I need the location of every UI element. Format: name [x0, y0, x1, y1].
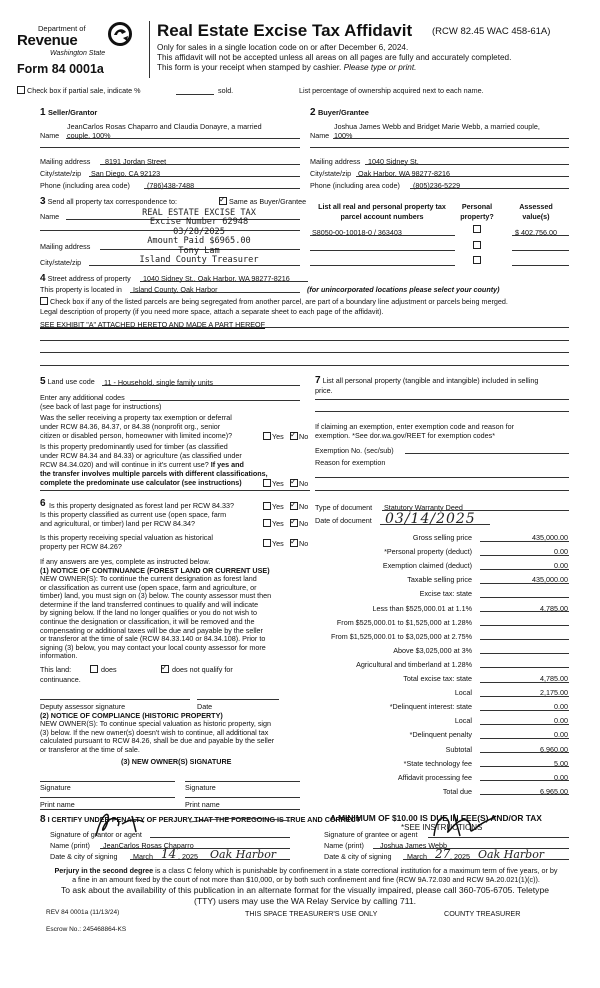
same-as-buyer-check-icon: ✓ [219, 195, 226, 204]
tax-row-line [480, 555, 569, 556]
s5-q1-no-check-icon: ✓ [290, 430, 297, 439]
n1-line-9: information. [40, 651, 78, 661]
section-5-label: Land use code [47, 377, 95, 386]
section-1-num: 1 [40, 107, 46, 118]
exemption-note-2: exemption. *See dor.wa.gov/REET for exemption codes* [315, 431, 496, 440]
see-instructions: *SEE INSTRUCTIONS [401, 823, 483, 832]
tax-row-label: *Delinquent penalty [409, 730, 472, 740]
tax-row-line [480, 611, 569, 612]
access-line-2: (TTY) users may use the WA Relay Service by calling 711. [193, 896, 417, 906]
tax-row-value: 435,000.00 [532, 575, 568, 585]
owner-print-1-label: Print name [40, 800, 75, 809]
n1-line-0: NEW OWNER(S): To continue the current designation as forest land [40, 574, 257, 583]
section-5-heading [40, 376, 95, 387]
s5-q2-line-2: under RCW 84.34 and 84.33) or agriculture (as classified under [40, 451, 242, 460]
grantee-month: March [407, 852, 427, 861]
doc-type-label: Type of document [315, 503, 373, 512]
subtitle-1: Only for sales in a single location code on or after December 6, 2024. [157, 43, 409, 52]
section-1-heading [40, 107, 97, 118]
s3-name-label: Name [40, 212, 60, 221]
grantor-name-value: JeanCarlos Rosas Chaparro [103, 841, 194, 850]
segregated-label: Check box if any of the listed parcels are being segregated from another parcel, are part of a boundary line adjustment or parcels being merged. [50, 297, 508, 306]
grantee-name-label: Name (print) [324, 841, 364, 850]
buyer-mail-value: 1040 Sidney St. [368, 157, 419, 166]
tax-row-line [480, 710, 569, 711]
section-6-num: 6 [40, 498, 46, 509]
seller-city-value: San Diego, CA 92123 [91, 169, 161, 178]
subtitle-3 [157, 63, 416, 72]
uninc-note: (for unincorporated locations please select your county) [307, 285, 500, 294]
section-3-heading [40, 196, 177, 207]
grantor-day: 14 [161, 847, 177, 861]
tax-row-value: 435,000.00 [532, 533, 568, 542]
assessed-col-header-1: Assessed [519, 202, 553, 211]
s5-question-1 [40, 413, 232, 440]
property-address: 1040 Sidney St., Oak Harbor, WA 98277-8216 [143, 274, 290, 283]
tax-row-line [480, 583, 569, 584]
section-7-num: 7 [315, 375, 321, 386]
s6-q1: Is this property designated as forest land per RCW 84.33? [49, 501, 234, 510]
tax-row-label: From $1,525,000.01 to $3,025,000 at 2.75% [330, 631, 472, 641]
tax-row-value: 4,785.00 [540, 603, 568, 613]
tax-row-value: 0.00 [554, 772, 568, 782]
personal-col-header [455, 202, 499, 222]
s5-q2-yes-label: Yes [272, 479, 284, 488]
s6-q1-no-label: No [299, 502, 309, 511]
personal-property-checkbox-3[interactable] [473, 256, 481, 264]
ownership-note: List percentage of ownership acquired next to each name. [299, 86, 484, 95]
minimum-note: A MINIMUM OF $10.00 IS DUE IN FEE(S) AND/OR TAX [330, 813, 542, 823]
personal-col-header-1: Personal [461, 202, 493, 211]
seller-phone-value: (786)438-7488 [147, 181, 195, 190]
tax-row-value: 0.00 [554, 702, 568, 712]
seller-name-label: Name [40, 131, 60, 140]
buyer-name-value-2: 100% [334, 131, 353, 140]
assessed-col-header [503, 202, 569, 222]
section-2-heading [310, 107, 369, 118]
tax-row-label: Affidavit processing fee [397, 772, 472, 782]
rcw-ref: (RCW 82.45 WAC 458-61A) [432, 26, 551, 37]
grantor-name-label: Name (print) [50, 841, 90, 850]
section-7-label-2: price. [315, 386, 333, 395]
notice-2-body [40, 720, 274, 754]
tax-row-value: 2,175.00 [540, 688, 568, 698]
same-as-buyer-label: Same as Buyer/Grantee [229, 197, 307, 206]
notice-2-heading: (2) NOTICE OF COMPLIANCE (HISTORIC PROPERTY) [40, 711, 223, 720]
seller-city-label: City/state/zip [40, 169, 82, 178]
additional-codes-2: (see back of last page for instructions) [40, 402, 162, 411]
n1-line-8: signing (3) below, you may contact your local county assessor for more [40, 642, 266, 652]
s5-q1-line-2: under RCW 84.36, 84.37, or 84.38 (nonprofit org., senior [40, 422, 221, 431]
additional-codes-1: Enter any additional codes [40, 393, 125, 402]
n1-line-3: determine if the land transferred continues to qualify and will indicate [40, 599, 259, 609]
tax-row-label: Gross selling price [412, 533, 472, 542]
assessed-value: $ 402,756.00 [515, 228, 557, 237]
land-does-checkbox[interactable] [90, 665, 98, 673]
grantee-year: , 2025 [450, 852, 470, 861]
stamp-line-2: Excise Number 62948 [149, 217, 249, 228]
s5-q1-line-1: Was the seller receiving a property tax exemption or deferral [40, 413, 232, 422]
notice-3-heading: (3) NEW OWNER(S) SIGNATURE [121, 757, 232, 766]
located-value: Island County, Oak Harbor [133, 285, 218, 294]
tax-row-label: From $525,000.01 to $1,525,000 at 1.28% [336, 617, 472, 627]
owner-sig-1-label: Signature [40, 783, 71, 792]
tax-row-line [480, 541, 569, 542]
perjury-rest-1: is a class C felony which is punishable by confinement in a state correctional institution for a maximum term of five years, or by [153, 866, 558, 875]
county-treasurer-label: COUNTY TREASURER [444, 909, 521, 918]
s3-mail-label: Mailing address [40, 242, 91, 251]
tax-row-value: 0.00 [554, 561, 568, 571]
tax-row-line [480, 738, 569, 739]
n2-line-1: (3) below. If the new owner(s) doesn't wish to continue, all additional tax [40, 727, 269, 737]
s6-q3-line-2: property per RCW 84.26? [40, 542, 122, 551]
grantee-sig-label: Signature of grantee or agent [324, 830, 418, 839]
seller-name-value-1: JeanCarlos Rosas Chaparro and Claudia Donayre, a married [67, 122, 262, 131]
s5-q1-no-label: No [299, 432, 309, 441]
buyer-city-value: Oak Harbor, WA 98277-8216 [358, 169, 451, 178]
segregated-checkbox[interactable] [40, 297, 48, 305]
s6-q2-no-label: No [299, 519, 309, 528]
tax-row-line [480, 696, 569, 697]
personal-property-checkbox-2[interactable] [473, 241, 481, 249]
certify-text: I CERTIFY UNDER PENALTY OF PERJURY THAT THE FOREGOING IS TRUE AND CORRECT [47, 815, 361, 824]
parcel-col-header-1: List all real and personal property tax [318, 202, 446, 211]
s5-q2-yes-checkbox[interactable] [263, 479, 271, 487]
treasurer-use-label: THIS SPACE TREASURER'S USE ONLY [245, 909, 378, 918]
parcel-col-header [312, 202, 452, 222]
owner-print-2-label: Print name [185, 800, 220, 809]
revision-label: REV 84 0001a (11/13/24) [46, 909, 120, 916]
stamp-line-6: Island County Treasurer [139, 255, 259, 266]
section-2-label: Buyer/Grantee [317, 108, 369, 117]
doc-date-label: Date of document [315, 516, 372, 525]
tax-row-label: Less than $525,000.01 at 1.1% [372, 603, 472, 613]
perjury-statement [30, 866, 582, 884]
section-1-label: Seller/Grantor [47, 108, 98, 117]
s5-q1-yes-label: Yes [272, 432, 284, 441]
notice-1-heading: (1) NOTICE OF CONTINUANCE (FOREST LAND OR CURRENT USE) [40, 566, 270, 575]
grantor-month: March [133, 852, 153, 861]
tax-row-label: Total excise tax: state [403, 674, 472, 683]
grantor-signature [92, 808, 162, 840]
grantee-date-label: Date & city of signing [324, 852, 392, 861]
personal-col-header-2: property? [460, 212, 494, 221]
s6-q2-yes-label: Yes [272, 519, 284, 528]
s5-q2-bold-3: complete the predominate use calculator (see instructions) [40, 478, 242, 487]
tax-row-line [480, 752, 569, 753]
seller-phone-label: Phone (including area code) [40, 181, 130, 190]
grantee-name-value: Joshua James Webb [380, 841, 447, 850]
subtitle-2: This affidavit will not be accepted unless all areas on all pages are fully and accurately completed. [157, 53, 512, 62]
tax-row-label: Exemption claimed (deduct) [382, 561, 472, 571]
seller-mail-label: Mailing address [40, 157, 91, 166]
tax-row-line [480, 653, 569, 654]
exemption-no-field[interactable] [405, 453, 569, 454]
tax-row-value: 0.00 [554, 730, 568, 740]
section-4-heading [40, 273, 131, 284]
s6-q3-yes-checkbox[interactable] [263, 539, 271, 547]
tax-row-value: 5.00 [554, 758, 568, 768]
buyer-phone-label: Phone (including area code) [310, 181, 400, 190]
n2-line-0: NEW OWNER(S): To continue special valuation as historic property, sign [40, 719, 272, 728]
tax-row-line [480, 780, 569, 781]
s3-city-label: City/state/zip [40, 258, 82, 267]
land-use-value: 11 - Household, single family units [104, 378, 213, 387]
tax-row-label: Agricultural and timberland at 1.28% [356, 659, 472, 669]
s5-q2-bold-2: the transfer involves multiple parcels with different classifications, [40, 469, 268, 478]
doc-type-value: Statutory Warranty Deed [384, 503, 463, 512]
tax-row-label: *Personal property (deduct) [384, 547, 472, 557]
grantor-sig-label: Signature of grantor or agent [50, 830, 142, 839]
tax-row-value: 0.00 [554, 716, 568, 726]
grantor-date-label: Date & city of signing [50, 852, 118, 861]
buyer-name-label: Name [310, 131, 330, 140]
partial-sale-checkbox[interactable] [17, 86, 25, 94]
tax-row-value: 6,960.00 [540, 744, 568, 754]
parcel-col-header-2: parcel account numbers [340, 212, 424, 221]
n1-line-2: timber) land, you must sign on (3) below. The county assessor must then [40, 591, 272, 601]
n1-line-6: compensating or additional taxes will be due and payable by the seller [40, 625, 263, 635]
tax-row-label: *Delinquent interest: state [389, 702, 472, 712]
s6-q1-no-check-icon: ✓ [290, 500, 297, 509]
located-label: This property is located in [40, 285, 122, 294]
tax-row-line [480, 667, 569, 668]
tax-row-line [480, 569, 569, 570]
accessibility-note [20, 885, 590, 907]
seller-mail-value: 8191 Jordan Street [105, 157, 167, 166]
s6-q2-line-2: and agricultural, or timber) land per RCW 84.34? [40, 519, 196, 528]
this-land-label: This land: [40, 665, 72, 674]
subtitle-3-italic: Please type or print. [343, 63, 417, 72]
s5-q1-yes-checkbox[interactable] [263, 432, 271, 440]
deputy-date-label: Date [197, 702, 213, 711]
section-3-num: 3 [40, 196, 46, 207]
s6-q3-line-1: Is this property receiving special valuation as historical [40, 533, 213, 542]
s6-q1-yes-checkbox[interactable] [263, 502, 271, 510]
buyer-city-label: City/state/zip [310, 169, 352, 178]
s6-q3-no-label: No [299, 539, 309, 548]
tax-row-label: Subtotal [445, 744, 472, 754]
buyer-mail-label: Mailing address [310, 157, 361, 166]
tax-row-line [480, 597, 569, 598]
s6-q2-no-check-icon: ✓ [290, 517, 297, 526]
section-4-label: Street address of property [47, 274, 131, 283]
notice-1-body [40, 575, 271, 661]
page-title: Real Estate Excise Tax Affidavit [157, 21, 413, 40]
tax-row-line [480, 724, 569, 725]
s6-q1-yes-label: Yes [272, 502, 284, 511]
section-7-heading [315, 376, 538, 396]
s6-q3-no-check-icon: ✓ [290, 537, 297, 546]
tax-row-label: Taxable selling price [407, 575, 472, 585]
n1-line-4: by signing below. If the land no longer qualifies or you do not wish to [40, 608, 257, 618]
tax-row-line [480, 625, 569, 626]
section-7-label-1: List all personal property (tangible and intangible) included in selling [322, 376, 539, 385]
s5-q2-bold-1: If yes and [210, 460, 244, 469]
grantor-year: , 2025 [178, 852, 198, 861]
s5-q2-line-1: Is this property predominantly used for timber (as classified [40, 442, 228, 451]
certify-strike [190, 816, 290, 822]
form-number: Form 84 0001a [17, 62, 104, 76]
tax-row-label: Total due [442, 786, 472, 796]
continuance-label: continuance. [40, 675, 81, 684]
tax-row-line [480, 639, 569, 640]
subtitle-3-text: This form is your receipt when stamped by cashier. [157, 63, 342, 72]
state-label: Washington State [50, 50, 106, 57]
tax-row-line [480, 766, 569, 767]
tax-row-value: 4,785.00 [540, 674, 568, 683]
n1-line-5: continue the designation or classification, it will be removed and the [40, 616, 255, 626]
tax-row-line [480, 794, 569, 795]
personal-property-checkbox-1[interactable] [473, 225, 481, 233]
s5-q1-line-3: citizen or disabled person, homeowner with limited income)? [40, 431, 233, 440]
dor-logo-icon [108, 22, 132, 46]
stamp-line-3: 03/28/2025 [173, 226, 225, 237]
exemption-note-1: If claiming an exemption, enter exemption code and reason for [315, 422, 514, 431]
s6-q2-line-1: Is this property classified as current use (open space, farm [40, 510, 227, 519]
s5-q2-line-3: RCW 84.34.020) and will continue in it's current use? [40, 460, 209, 469]
s5-question-2 [40, 442, 268, 487]
assessed-col-header-2: value(s) [522, 212, 550, 221]
n2-line-2: calculated pursuant to RCW 84.26, shall be due and payable by the seller [40, 736, 275, 746]
section-3-label: Send all property tax correspondence to: [47, 197, 178, 206]
n2-line-3: or transferor at the time of sale. [40, 744, 140, 754]
tax-row-value: 6,965.00 [540, 786, 568, 796]
legal-label: Legal description of property (if you need more space, attach a separate sheet to each page of the affidavit). [40, 307, 384, 316]
land-does-not-check-icon: ✓ [161, 663, 168, 672]
partial-sale-label: Check box if partial sale, indicate % [27, 86, 141, 95]
reason-label: Reason for exemption [315, 458, 386, 467]
dept-label: Department of [38, 24, 86, 33]
tax-row-label: *State technology fee [403, 758, 472, 768]
stamp-line-1: REAL ESTATE EXCISE TAX [142, 208, 256, 218]
partial-sold-label: sold. [218, 86, 234, 95]
revenue-label: Revenue [17, 32, 78, 49]
section-8-num: 8 [40, 814, 46, 825]
stamp-line-5: Tony Lam [178, 245, 220, 256]
grantee-city: Oak Harbor [478, 848, 545, 861]
perjury-bold: Perjury in the second degree [54, 866, 154, 875]
grantor-city: Oak Harbor [210, 848, 277, 861]
section-5-num: 5 [40, 376, 46, 387]
land-does-not-label: does not qualify for [172, 665, 233, 674]
n1-line-1: or classification as current use (open space, farm and agriculture, or [40, 582, 257, 592]
grantee-signature [430, 810, 510, 840]
s6-q3-yes-label: Yes [272, 539, 284, 548]
perjury-rest-2: a fine in an amount fixed by the court of not more than $10,000, or by both such confinement and fine (RCW 9A.72.030 and RCW 9A.20.021(1)(c)). [72, 875, 540, 884]
land-does-label: does [101, 665, 117, 674]
stamp-line-4: Amount Paid $6965.00 [147, 236, 251, 247]
exemption-no-label: Exemption No. (sec/sub) [315, 446, 394, 455]
if-yes-note: If any answers are yes, complete as instructed below. [40, 557, 211, 566]
grantee-day: 27 [435, 847, 451, 861]
buyer-name-value-1: Joshua James Webb and Bridget Marie Webb, a married couple, [334, 122, 540, 131]
access-line-1: To ask about the availability of this publication in an alternate format for the visually impaired, please call 360-705-6705. Teletype [60, 885, 550, 895]
s6-q2-yes-checkbox[interactable] [263, 519, 271, 527]
section-2-num: 2 [310, 107, 316, 118]
partial-percent-field[interactable] [176, 94, 214, 95]
tax-row-value: 0.00 [554, 547, 568, 557]
s5-q2-no-label: No [299, 479, 309, 488]
owner-sig-2-label: Signature [185, 783, 216, 792]
seller-name-value-2: couple, 100% [67, 131, 111, 140]
s6-question-2 [40, 510, 226, 528]
tax-row-label: Excise tax: state [419, 589, 472, 599]
tax-row-label: Local [454, 688, 472, 698]
escrow-number: Escrow No.: 245468864-KS [46, 926, 127, 933]
legal-value: SEE EXHIBIT "A" ATTACHED HERETO AND MADE A PART HEREOF [40, 320, 266, 329]
s5-q2-no-check-icon: ✓ [290, 477, 297, 486]
doc-date-value: 03/14/2025 [385, 511, 476, 527]
tax-row-line [480, 682, 569, 683]
parcel-number: S8050-00-10018-0 / 363403 [312, 228, 402, 237]
tax-row-label: Above $3,025,000 at 3% [393, 645, 472, 655]
tax-row-label: Local [454, 716, 472, 726]
section-4-num: 4 [40, 273, 46, 284]
s6-question-3 [40, 533, 213, 551]
deputy-sig-label: Deputy assessor signature [40, 702, 126, 711]
buyer-phone-value: (805)236-5229 [413, 181, 461, 190]
n1-line-7: or transferor at the time of sale (RCW 84.33.140 or 84.34.108). Prior to [40, 634, 266, 644]
treasurer-stamp [138, 209, 260, 265]
